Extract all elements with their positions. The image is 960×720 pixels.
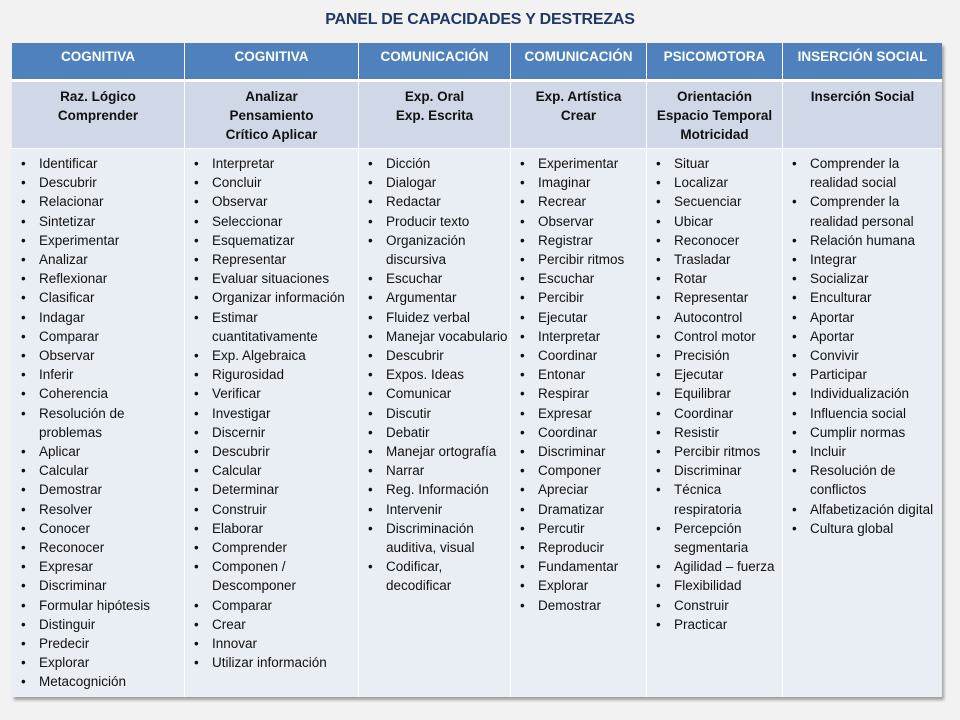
skill-item: • Secuenciar: [647, 192, 782, 211]
skill-item: • Apreciar: [511, 480, 646, 499]
skill-item: • Técnica respiratoria: [647, 480, 782, 518]
skill-item: • Organización discursiva: [359, 231, 510, 269]
skill-item: • Comparar: [12, 327, 184, 346]
skill-item: • Predecir: [12, 634, 184, 653]
column-header: COGNITIVA: [185, 43, 359, 79]
skill-item: • Resolver: [12, 500, 184, 519]
skill-item: • Percutir: [511, 519, 646, 538]
skill-item: • Reflexionar: [12, 269, 184, 288]
subheader-line: Pensamiento: [229, 108, 314, 123]
skill-item: • Interpretar: [511, 327, 646, 346]
subheader-line: Exp. Oral: [404, 89, 465, 104]
skill-item: • Construir: [647, 596, 782, 615]
skills-cell: [185, 149, 359, 697]
skill-item: • Imaginar: [511, 173, 646, 192]
skill-item: • Innovar: [185, 634, 358, 653]
skill-item: • Conocer: [12, 519, 184, 538]
skill-item: • Codificar, decodificar: [359, 557, 510, 595]
skill-item: • Discriminación auditiva, visual: [359, 519, 510, 557]
skills-list: [511, 154, 646, 615]
skill-item: • Coordinar: [647, 404, 782, 423]
skill-item: • Control motor: [647, 327, 782, 346]
skill-item: • Reg. Información: [359, 480, 510, 499]
skill-item: • Calcular: [185, 461, 358, 480]
column-header: COMUNICACIÓN: [359, 43, 511, 79]
skill-item: • Convivir: [783, 346, 942, 365]
skill-item: • Manejar vocabulario: [359, 327, 510, 346]
skill-item: • Identificar: [12, 154, 184, 173]
skill-item: • Expresar: [12, 557, 184, 576]
subheader-cell: [185, 82, 359, 148]
skill-item: • Representar: [647, 288, 782, 307]
skill-item: • Concluir: [185, 173, 358, 192]
skill-item: • Exp. Algebraica: [185, 346, 358, 365]
skill-item: • Explorar: [511, 576, 646, 595]
skill-item: • Representar: [185, 250, 358, 269]
subheader-line: Motricidad: [680, 127, 749, 142]
skill-item: • Inferir: [12, 365, 184, 384]
subheader-cell: [511, 82, 647, 148]
skills-list: [647, 154, 782, 634]
skill-item: • Trasladar: [647, 250, 782, 269]
skill-item: • Resolución de conflictos: [783, 461, 942, 499]
skill-item: • Resistir: [647, 423, 782, 442]
skill-item: • Discriminar: [511, 442, 646, 461]
skill-item: • Cumplir normas: [783, 423, 942, 442]
skill-item: • Discutir: [359, 404, 510, 423]
skill-item: • Argumentar: [359, 288, 510, 307]
skill-item: • Practicar: [647, 615, 782, 634]
skill-item: • Redactar: [359, 192, 510, 211]
skill-item: • Autocontrol: [647, 308, 782, 327]
skill-item: • Relación humana: [783, 231, 942, 250]
skill-item: • Ejecutar: [647, 365, 782, 384]
subheader-line: Analizar: [245, 89, 298, 104]
skills-list: [185, 154, 358, 672]
skill-item: • Comprender la realidad personal: [783, 192, 942, 230]
skill-item: • Resolución de problemas: [12, 404, 184, 442]
skill-item: • Aportar: [783, 327, 942, 346]
skill-item: • Descubrir: [359, 346, 510, 365]
skill-item: • Experimentar: [12, 231, 184, 250]
skill-item: • Discernir: [185, 423, 358, 442]
skill-item: • Dicción: [359, 154, 510, 173]
skills-list: [783, 154, 942, 538]
subheader-cell: [647, 82, 783, 148]
skill-item: • Alfabetización digital: [783, 500, 942, 519]
skills-cell: [647, 149, 783, 697]
skill-item: • Coordinar: [511, 346, 646, 365]
skill-item: • Crear: [185, 615, 358, 634]
skill-item: • Fluidez verbal: [359, 308, 510, 327]
skill-item: • Dialogar: [359, 173, 510, 192]
subheader-line: Crítico Aplicar: [225, 127, 318, 142]
skill-item: • Manejar ortografía: [359, 442, 510, 461]
skill-item: • Sintetizar: [12, 212, 184, 231]
skill-item: • Reproducir: [511, 538, 646, 557]
skill-item: • Metacognición: [12, 672, 184, 691]
skill-item: • Estimar cuantitativamente: [185, 308, 358, 346]
skill-item: • Aplicar: [12, 442, 184, 461]
skill-item: • Relacionar: [12, 192, 184, 211]
skills-cell: [12, 149, 185, 697]
skill-item: • Socializar: [783, 269, 942, 288]
skill-item: • Distinguir: [12, 615, 184, 634]
skill-item: • Demostrar: [12, 480, 184, 499]
skill-item: • Ejecutar: [511, 308, 646, 327]
skill-item: • Interpretar: [185, 154, 358, 173]
capacities-table: [12, 43, 942, 697]
skill-item: • Participar: [783, 365, 942, 384]
skills-row: [12, 149, 942, 697]
subheader-cell: [783, 82, 942, 148]
skill-item: • Calcular: [12, 461, 184, 480]
skill-item: • Narrar: [359, 461, 510, 480]
subheader-row: [12, 82, 942, 149]
skill-item: • Observar: [12, 346, 184, 365]
skill-item: • Construir: [185, 500, 358, 519]
skill-item: • Enculturar: [783, 288, 942, 307]
skill-item: • Comprender la realidad social: [783, 154, 942, 192]
skill-item: • Reconocer: [12, 538, 184, 557]
skill-item: • Precisión: [647, 346, 782, 365]
skill-item: • Respirar: [511, 384, 646, 403]
subheader-line: Inserción Social: [810, 89, 915, 104]
skill-item: • Agilidad – fuerza: [647, 557, 782, 576]
skill-item: • Comunicar: [359, 384, 510, 403]
skill-item: • Percibir: [511, 288, 646, 307]
subheader-line: Raz. Lógico: [60, 89, 136, 104]
skill-item: • Evaluar situaciones: [185, 269, 358, 288]
skill-item: • Expos. Ideas: [359, 365, 510, 384]
skill-item: • Producir texto: [359, 212, 510, 231]
subheader-line: Comprender: [57, 108, 139, 123]
skill-item: • Organizar información: [185, 288, 358, 307]
skill-item: • Coordinar: [511, 423, 646, 442]
skill-item: • Discriminar: [647, 461, 782, 480]
subheader-cell: [12, 82, 185, 148]
skills-cell: [783, 149, 942, 697]
skill-item: • Explorar: [12, 653, 184, 672]
skill-item: • Percepción segmentaria: [647, 519, 782, 557]
skill-item: • Entonar: [511, 365, 646, 384]
skill-item: • Comprender: [185, 538, 358, 557]
skill-item: • Expresar: [511, 404, 646, 423]
skill-item: • Descubrir: [12, 173, 184, 192]
skill-item: • Seleccionar: [185, 212, 358, 231]
skill-item: • Analizar: [12, 250, 184, 269]
skill-item: • Coherencia: [12, 384, 184, 403]
skill-item: • Flexibilidad: [647, 576, 782, 595]
skill-item: • Cultura global: [783, 519, 942, 538]
skill-item: • Rigurosidad: [185, 365, 358, 384]
subheader-line: Espacio Temporal: [656, 108, 773, 123]
skill-item: • Situar: [647, 154, 782, 173]
skill-item: • Rotar: [647, 269, 782, 288]
skill-item: • Escuchar: [511, 269, 646, 288]
column-header: INSERCIÓN SOCIAL: [797, 49, 928, 64]
skill-item: • Ubicar: [647, 212, 782, 231]
skill-item: • Experimentar: [511, 154, 646, 173]
subheader-line: Exp. Escrita: [395, 108, 474, 123]
header-row: [12, 43, 942, 82]
skill-item: • Descubrir: [185, 442, 358, 461]
skill-item: • Demostrar: [511, 596, 646, 615]
page-title: PANEL DE CAPACIDADES Y DESTREZAS: [325, 11, 635, 28]
skill-item: • Aportar: [783, 308, 942, 327]
skill-item: • Percibir ritmos: [647, 442, 782, 461]
skill-item: • Localizar: [647, 173, 782, 192]
skill-item: • Esquematizar: [185, 231, 358, 250]
skill-item: • Elaborar: [185, 519, 358, 538]
skill-item: • Componen / Descomponer: [185, 557, 358, 595]
skills-cell: [359, 149, 511, 697]
skill-item: • Individualización: [783, 384, 942, 403]
skill-item: • Escuchar: [359, 269, 510, 288]
skill-item: • Incluir: [783, 442, 942, 461]
skill-item: • Intervenir: [359, 500, 510, 519]
skill-item: • Verificar: [185, 384, 358, 403]
skill-item: • Determinar: [185, 480, 358, 499]
skill-item: • Debatir: [359, 423, 510, 442]
skill-item: • Percibir ritmos: [511, 250, 646, 269]
skill-item: • Equilibrar: [647, 384, 782, 403]
column-header: COMUNICACIÓN: [511, 43, 647, 79]
skill-item: • Reconocer: [647, 231, 782, 250]
skill-item: • Discriminar: [12, 576, 184, 595]
skill-item: • Dramatizar: [511, 500, 646, 519]
subheader-line: Crear: [560, 108, 597, 123]
subheader-line: Orientación: [676, 89, 752, 104]
subheader-cell: [359, 82, 511, 148]
column-header: PSICOMOTORA: [647, 43, 783, 79]
skill-item: • Registrar: [511, 231, 646, 250]
skill-item: • Comparar: [185, 596, 358, 615]
skill-item: • Utilizar información: [185, 653, 358, 672]
subheader-line: Exp. Artística: [535, 89, 622, 104]
skills-list: [12, 154, 184, 692]
skills-list: [359, 154, 510, 596]
skill-item: • Recrear: [511, 192, 646, 211]
column-header: COGNITIVA: [12, 43, 185, 79]
skill-item: • Fundamentar: [511, 557, 646, 576]
skill-item: • Observar: [185, 192, 358, 211]
skill-item: • Observar: [511, 212, 646, 231]
skill-item: • Influencia social: [783, 404, 942, 423]
skill-item: • Integrar: [783, 250, 942, 269]
skill-item: • Investigar: [185, 404, 358, 423]
skills-cell: [511, 149, 647, 697]
skill-item: • Clasificar: [12, 288, 184, 307]
skill-item: • Componer: [511, 461, 646, 480]
skill-item: • Indagar: [12, 308, 184, 327]
skill-item: • Formular hipótesis: [12, 596, 184, 615]
